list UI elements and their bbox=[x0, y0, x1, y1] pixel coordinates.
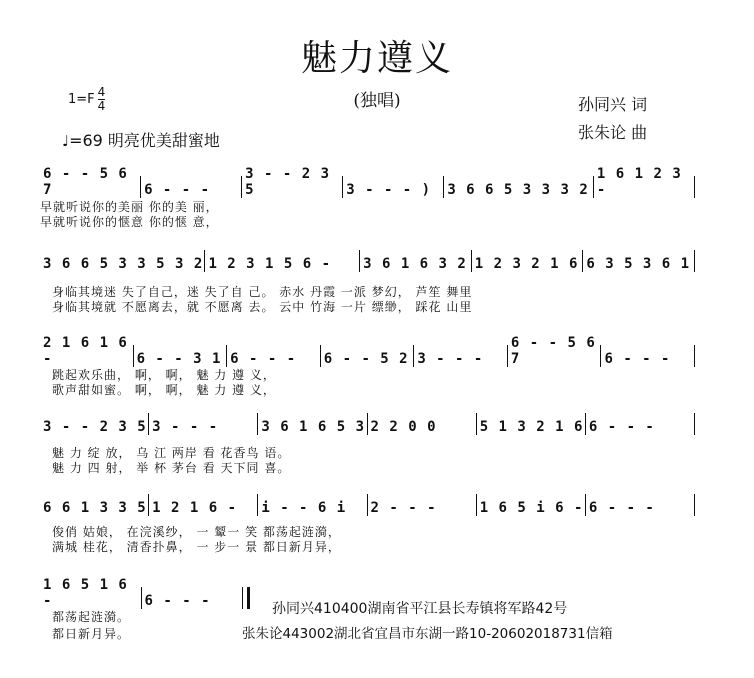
measure: 3 - - 2 3 5 bbox=[43, 419, 147, 435]
measure: 5 1 3 2 1 6 bbox=[479, 419, 584, 435]
measure: 6 - - 5 6 7 bbox=[43, 166, 128, 198]
composer-credit: 张朱论 曲 bbox=[578, 123, 648, 142]
score-system-2 bbox=[40, 250, 695, 272]
score-system-5 bbox=[40, 494, 695, 516]
composer-contact: 张朱论443002湖北省宜昌市东湖一路10-20602018731信箱 bbox=[242, 626, 613, 642]
final-barline bbox=[242, 587, 250, 609]
measure: 6 - - 3 1 bbox=[136, 351, 222, 367]
measure: 2 2 0 0 bbox=[370, 419, 437, 435]
score-system-1 bbox=[40, 166, 695, 198]
tempo-text: =69 明亮优美甜蜜地 bbox=[69, 131, 220, 150]
measure: 2 1 6 1 6 - bbox=[43, 335, 128, 367]
quarter-note-icon: ♩ bbox=[62, 132, 70, 150]
barline bbox=[694, 176, 695, 198]
measure: 2 - - - bbox=[370, 500, 437, 516]
lyric-line: 满城 桂花， 清香扑鼻， 一 步一 景 都日新月异， bbox=[52, 540, 341, 554]
score-system-3 bbox=[40, 335, 695, 367]
measure: 1 2 3 2 1 6 bbox=[474, 256, 579, 272]
measure: 1 6 1 2 3 - bbox=[596, 166, 682, 198]
lyric-line: 早就听说你的惬意 你的惬 意， bbox=[40, 215, 219, 229]
lyric-line: 歌声甜如蜜。 啊， 啊， 魅 力 遵 义， bbox=[52, 383, 276, 397]
measure: 1 2 3 1 5 6 - bbox=[208, 256, 332, 272]
lyric-line: 跳起欢乐曲， 啊， 啊， 魅 力 遵 义， bbox=[52, 368, 276, 382]
time-sig-top: 4 bbox=[97, 85, 106, 99]
barline bbox=[694, 494, 695, 516]
measure: 6 - - - bbox=[144, 182, 211, 198]
measure: 3 6 6 5 3 3 3 2 bbox=[447, 182, 589, 198]
measure: 6 - - - bbox=[588, 500, 655, 516]
lyric-line: 魅 力 绽 放， 乌 江 两岸 看 花香鸟 语。 bbox=[52, 446, 291, 460]
score-system-6 bbox=[40, 577, 250, 609]
lyricist-contact: 孙同兴410400湖南省平江县长寿镇将军路42号 bbox=[272, 601, 568, 617]
measure: 3 - - - bbox=[417, 351, 484, 367]
measure: 3 6 1 6 5 3 bbox=[261, 419, 366, 435]
song-subtitle: (独唱) bbox=[353, 91, 401, 111]
lyricist-credit: 孙同兴 词 bbox=[578, 95, 648, 114]
score-system-4 bbox=[40, 413, 695, 435]
lyric-line: 都日新月异。 bbox=[52, 627, 131, 641]
lyric-line: 魅 力 四 射， 举 杯 茅台 看 天下同 喜。 bbox=[52, 461, 291, 475]
measure: 6 - - 5 2 bbox=[323, 351, 409, 367]
barline bbox=[694, 345, 695, 367]
measure: 1 2 1 6 - bbox=[152, 500, 238, 516]
measure: 6 - - 5 6 7 bbox=[510, 335, 596, 367]
measure: 6 - - - bbox=[230, 351, 297, 367]
measure: 3 - - 2 3 5 bbox=[245, 166, 331, 198]
tempo-marking bbox=[62, 128, 220, 151]
measure: 6 - - - bbox=[144, 593, 211, 609]
measure: 6 3 5 3 6 1 bbox=[586, 256, 691, 272]
measure: 3 6 6 5 3 3 5 3 2 bbox=[43, 256, 204, 272]
key-label: 1=F bbox=[68, 92, 95, 107]
lyric-line: 早就听说你的美丽 你的美 丽， bbox=[40, 200, 219, 214]
barline bbox=[694, 250, 695, 272]
measure: 3 - - - bbox=[152, 419, 219, 435]
barline bbox=[694, 413, 695, 435]
lyric-line: 身临其境迷 失了自己，迷 失了自 己。 赤水 丹霞 一派 梦幻， 芦笙 舞里 bbox=[52, 285, 473, 299]
measure: 3 6 1 6 3 2 bbox=[363, 256, 467, 272]
song-title: 魅力遵义 bbox=[300, 38, 453, 79]
measure: 1 6 5 i 6 - bbox=[479, 500, 584, 516]
key-signature bbox=[68, 86, 105, 113]
measure: 6 - - - bbox=[588, 419, 655, 435]
measure: 3 - - - ) bbox=[346, 182, 432, 198]
measure: 6 - - - bbox=[604, 351, 671, 367]
lyric-line: 俊俏 姑娘， 在浣溪纱， 一 颦一 笑 都荡起涟漪， bbox=[52, 525, 341, 539]
lyric-line: 都荡起涟漪。 bbox=[52, 610, 131, 624]
measure: 6 6 1 3 3 5 bbox=[43, 500, 147, 516]
time-sig-bottom: 4 bbox=[97, 99, 106, 113]
lyric-line: 身临其境就 不愿离去，就 不愿离 去。 云中 竹海 一片 缥缈， 踩花 山里 bbox=[52, 300, 473, 314]
measure: i - - 6 i bbox=[261, 500, 347, 516]
measure: 1 6 5 1 6 - bbox=[43, 577, 128, 609]
time-signature bbox=[98, 86, 106, 113]
